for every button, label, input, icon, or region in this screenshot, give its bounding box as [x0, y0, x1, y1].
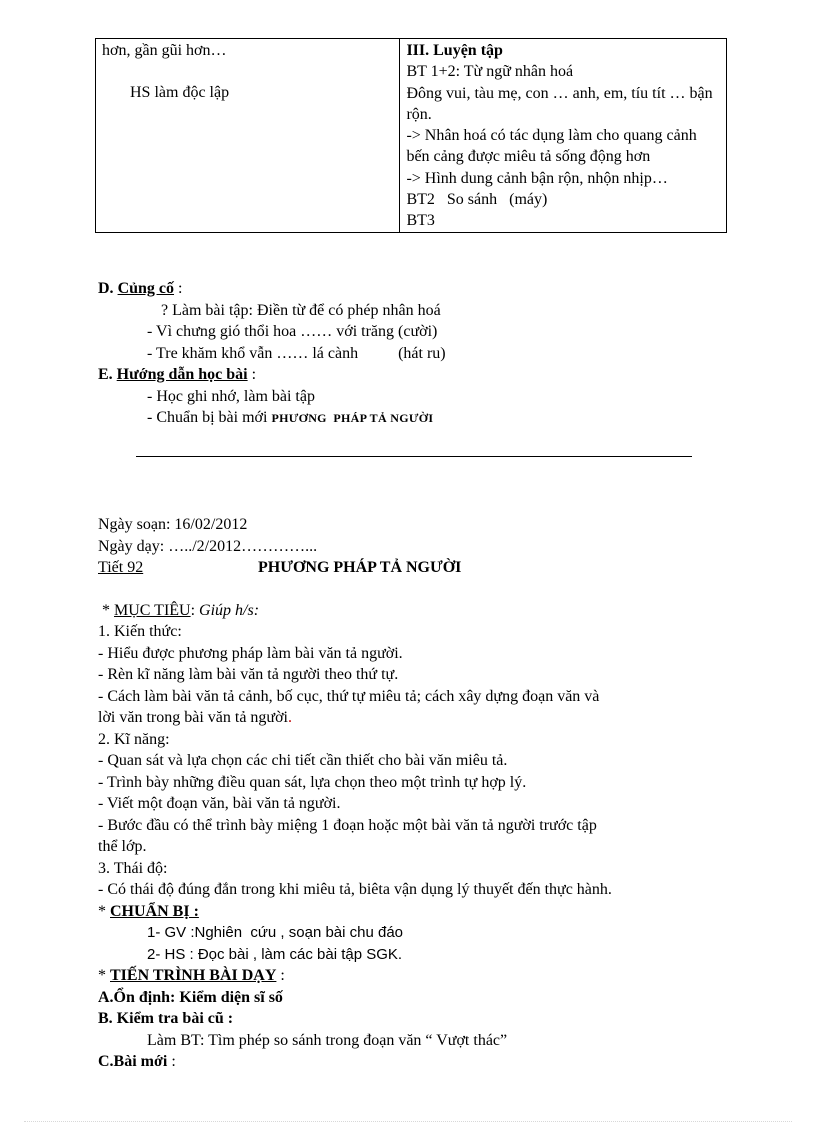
muc-tieu-subtitle: Giúp h/s:: [199, 602, 260, 619]
on-dinh: A.Ổn định: Kiểm diện sĩ số: [98, 989, 283, 1006]
kien-thuc-dot: .: [288, 709, 292, 726]
kiem-tra-bai-cu: B. Kiểm tra bài cũ :: [98, 1010, 234, 1027]
table-left-line1: hơn, gần gũi hơn…: [102, 42, 227, 59]
lesson-title: PHƯƠNG PHÁP TẢ NGƯỜI: [258, 559, 462, 576]
thai-do-heading: 3. Thái độ:: [98, 860, 168, 877]
practice-line: BT2 So sánh (máy): [406, 191, 548, 209]
ki-nang-heading: 2. Kĩ năng:: [98, 731, 170, 748]
ki-nang-line: - Bước đầu có thể trình bày miệng 1 đoạn hoặc một bài văn tả người trước tập: [98, 817, 597, 834]
kiem-tra-detail: Làm BT: Tìm phép so sánh trong đoạn văn “ Vượt thác”: [147, 1032, 508, 1049]
next-lesson-title: PHƯƠNG PHÁP TẢ NGƯỜI: [271, 411, 434, 425]
practice-line: BT 1+2: Từ ngữ nhân hoá: [406, 63, 574, 81]
kien-thuc-line: - Cách làm bài văn tả cảnh, bố cục, thứ tự miêu tả; cách xây dựng đoạn văn và: [98, 688, 600, 705]
chuan-bi-gv: 1- GV :Nghiên cứu , soạn bài chu đáo: [147, 924, 404, 941]
muc-tieu-heading: [98, 601, 259, 621]
bai-moi-heading: [98, 1052, 176, 1072]
tien-trinh-suffix: :: [276, 967, 285, 984]
chuan-bi-hs: 2- HS : Đọc bài , làm các bài tập SGK.: [147, 946, 403, 963]
section-e-line2-prefix: - Chuẩn bị bài mới: [147, 409, 272, 426]
practice-heading: III. Luyện tập: [406, 42, 503, 59]
section-d-title: Củng cố: [117, 280, 175, 297]
practice-line: Đông vui, tàu mẹ, con … anh, em, tíu tít … bận rộn.: [406, 84, 713, 123]
ngay-soan: Ngày soạn: 16/02/2012: [98, 516, 248, 533]
section-d-line: - Vì chưng gió thổi hoa …… với trăng (cười): [147, 323, 438, 340]
table-left-cell: [96, 39, 400, 233]
ki-nang-line: thể lớp.: [98, 838, 147, 855]
section-d-line: ? Làm bài tập: Điền từ để có phép nhân hoá: [161, 302, 441, 319]
table-left-line2: HS làm độc lập: [130, 84, 230, 102]
section-e-label: E.: [98, 366, 117, 383]
tien-trinh-title: TIẾN TRÌNH BÀI DẠY: [110, 967, 277, 984]
section-d-suffix: :: [174, 280, 183, 297]
section-e-suffix: :: [247, 366, 257, 383]
muc-tieu-colon: :: [190, 602, 200, 619]
chuan-bi-star: *: [98, 903, 110, 920]
kien-thuc-cont: lời văn trong bài văn tả người: [98, 709, 288, 726]
bai-moi-suffix: :: [167, 1053, 176, 1070]
section-e-title: Hướng dẫn học bài: [116, 366, 248, 383]
lesson-table: [95, 38, 727, 233]
kien-thuc-line: - Rèn kĩ năng làm bài văn tả người theo thứ tự.: [98, 666, 399, 683]
thai-do-line: - Có thái độ đúng đắn trong khi miêu tả, biêta vận dụng lý thuyết đến thực hành.: [98, 881, 612, 898]
practice-line: -> Hình dung cảnh bận rộn, nhộn nhịp…: [406, 169, 668, 187]
separator-line: [136, 456, 692, 457]
tien-trinh-heading: [98, 966, 285, 986]
practice-line: -> Nhân hoá có tác dụng làm cho quang cảnh bến cảng được miêu tả sống động hơn: [406, 127, 697, 166]
table-right-cell: [400, 39, 727, 233]
section-e-line: - Học ghi nhớ, làm bài tập: [147, 388, 315, 405]
practice-line: BT3: [406, 212, 435, 230]
bai-moi-label: C.Bài mới: [98, 1053, 168, 1070]
muc-tieu-title: MỤC TIÊU: [114, 602, 191, 619]
chuan-bi-title: CHUẨN BỊ :: [110, 903, 199, 920]
tien-trinh-star: *: [98, 967, 110, 984]
ki-nang-line: - Quan sát và lựa chọn các chi tiết cần thiết cho bài văn miêu tả.: [98, 752, 508, 769]
chuan-bi-heading: [98, 902, 199, 922]
kien-thuc-heading: 1. Kiến thức:: [98, 623, 182, 640]
section-d-heading: [98, 279, 182, 299]
ki-nang-line: - Trình bày những điều quan sát, lựa chọn theo một trình tự hợp lý.: [98, 774, 527, 791]
kien-thuc-line: - Hiểu được phương pháp làm bài văn tả người.: [98, 645, 403, 662]
kien-thuc-line: [98, 708, 292, 728]
muc-tieu-star: *: [98, 602, 114, 619]
tiet-number: Tiết 92: [98, 559, 144, 576]
page-footer-line: [24, 1121, 792, 1122]
section-e-heading: [98, 365, 256, 385]
section-e-line: [147, 408, 433, 428]
section-d-label: D.: [98, 280, 118, 297]
ki-nang-line: - Viết một đoạn văn, bài văn tả người.: [98, 795, 341, 812]
section-d-line: - Tre khăm khổ vẫn …… lá cành (hát ru): [147, 345, 446, 362]
ngay-day: Ngày dạy: …../2/2012…………...: [98, 538, 318, 555]
